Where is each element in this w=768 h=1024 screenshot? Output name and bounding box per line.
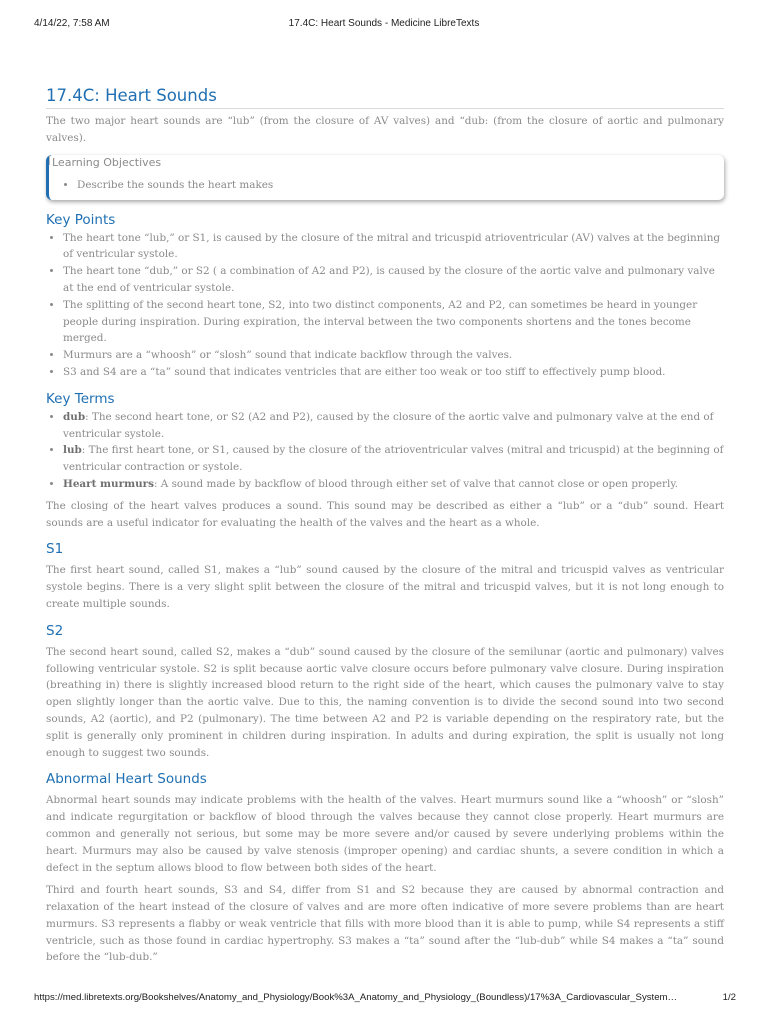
print-datetime: 4/14/22, 7:58 AM bbox=[34, 18, 110, 29]
key-term-word: lub bbox=[63, 444, 82, 457]
key-point-item: • Murmurs are a “whoosh” or “slosh” sound that indicate backflow through the valves. bbox=[63, 347, 724, 364]
key-points-list bbox=[46, 230, 724, 381]
key-term-item bbox=[63, 409, 724, 443]
s1-heading: S1 bbox=[46, 541, 64, 558]
key-point-item: • The heart tone “lub,” or S1, is caused by the closure of the mitral and tricuspid atrioventricular (AV) valves at the beginning of ventricular systole. bbox=[63, 230, 724, 264]
article-content bbox=[46, 86, 724, 972]
abnormal-paragraph-1: Abnormal heart sounds may indicate problems with the health of the valves. Heart murmurs sound like a “whoosh” or “slosh” and indicate regurgitation or backflow of blood through the valves because they cannot close properly. Heart murmurs are common and generally not serious, but some may be more severe and/or caused by severe underlying problems within the heart. Murmurs may also be caused by valve stenosis (improper opening) and cardiac shunts, a severe condition in which a defect in the septum allows blood to flow between both sides of the heart. bbox=[46, 794, 724, 874]
print-footer bbox=[0, 992, 768, 1006]
key-terms-heading: Key Terms bbox=[46, 390, 115, 407]
key-point-item: • The splitting of the second heart tone, S2, into two distinct components, A2 and P2, can sometimes be heard in younger people during inspiration. During expiration, the interval between the two components shortens and the tones become merged. bbox=[63, 297, 724, 347]
key-point-item: • S3 and S4 are a “ta” sound that indicates ventricles that are either too weak or too stiff to effectively pump blood. bbox=[63, 364, 724, 381]
learning-objectives-list bbox=[59, 177, 273, 194]
key-term-word: Heart murmurs bbox=[63, 477, 154, 490]
learning-objectives-box bbox=[46, 155, 724, 200]
s2-paragraph: The second heart sound, called S2, makes a “dub” sound caused by the closure of the semilunar (aortic and pulmonary) valves following ventricular systole. S2 is split because aortic valve closure occurs before pulmonary valve closure. During inspiration (breathing in) there is slightly increased blood return to the right side of the heart, which causes the pulmonary valve to stay open slightly longer than the aortic valve. Due to this, the naming convention is to divide the second sound into two second sounds, A2 (aortic), and P2 (pulmonary). The time between A2 and P2 is variable depending on the respiratory rate, but the split is generally only prominent in children during inspiration. In adults and during expiration, the split is usually not long enough to suggest two sounds. bbox=[46, 645, 724, 759]
key-term-definition: : The first heart tone, or S1, caused by the closure of the atrioventricular valves (mitral and tricuspid) at the beginning of ventricular contraction or systole. bbox=[63, 444, 724, 474]
closing-paragraph: The closing of the heart valves produces a sound. This sound may be described as either a “lub” or a “dub” sound. Heart sounds are a useful indicator for evaluating the health of the valves and the heart as a whole. bbox=[46, 499, 724, 529]
learning-objectives-heading: Learning Objectives bbox=[52, 155, 162, 169]
key-terms-list bbox=[46, 409, 724, 493]
print-header bbox=[0, 18, 768, 32]
print-url: https://med.libretexts.org/Bookshelves/Anatomy_and_Physiology/Book%3A_Anatomy_and_Physiology_(Boundless)/17%3A_Cardiovascular_System… bbox=[34, 992, 678, 1003]
key-term-definition: : A sound made by backflow of blood through either set of valve that cannot close or open properly. bbox=[153, 477, 679, 490]
key-points-heading: Key Points bbox=[46, 211, 116, 228]
page-title: 17.4C: Heart Sounds bbox=[46, 86, 724, 109]
key-term-item bbox=[63, 476, 724, 493]
learning-objective-item: • Describe the sounds the heart makes bbox=[77, 177, 273, 194]
key-term-definition: : The second heart tone, or S2 (A2 and P2), caused by the closure of the aortic valve and pulmonary valve at the end of ventricular systole. bbox=[63, 410, 714, 440]
intro-paragraph: The two major heart sounds are “lub” (from the closure of AV valves) and “dub: (from the closure of aortic and pulmonary valves). bbox=[46, 115, 724, 144]
print-page-number: 1/2 bbox=[722, 992, 736, 1003]
s1-paragraph: The first heart sound, called S1, makes a “lub” sound caused by the closure of the mitral and tricuspid valves as ventricular systole begins. There is a very slight split between the closure of the mitral and tricuspid valves, but it is not long enough to create multiple sounds. bbox=[46, 564, 724, 610]
abnormal-heart-sounds-heading: Abnormal Heart Sounds bbox=[46, 771, 207, 788]
s2-heading: S2 bbox=[46, 622, 64, 639]
abnormal-paragraph-2: Third and fourth heart sounds, S3 and S4, differ from S1 and S2 because they are caused by abnormal contraction and relaxation of the heart instead of the closure of valves and are more often indicative of more severe problems than are heart murmurs. S3 represents a flabby or weak ventricle that fills with more blood than it is able to pump, while S4 represents a stiff ventricle, such as those found in cardiac hypertrophy. S3 makes a “ta” sound after the “lub-dub” while S4 makes a “ta” sound before the “lub-dub.” bbox=[46, 884, 724, 964]
key-term-item bbox=[63, 442, 724, 476]
key-term-word: dub bbox=[63, 410, 86, 423]
key-point-item: • The heart tone “dub,” or S2 ( a combination of A2 and P2), is caused by the closure of the aortic valve and pulmonary valve at the end of ventricular systole. bbox=[63, 263, 724, 297]
print-page-title: 17.4C: Heart Sounds - Medicine LibreTexts bbox=[288, 18, 480, 29]
